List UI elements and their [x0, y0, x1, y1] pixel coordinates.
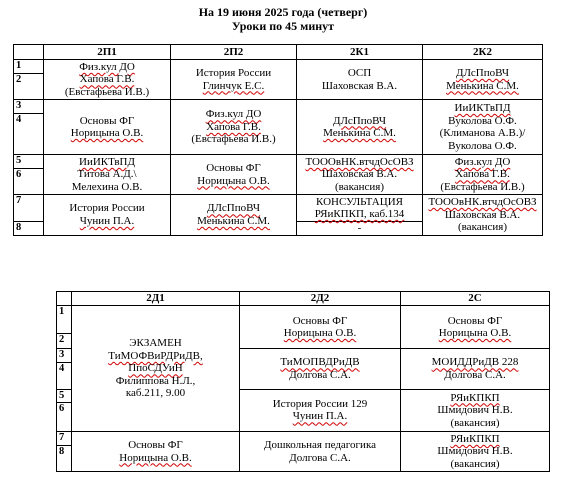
exam-title: ЭКЗАМЕН [129, 337, 182, 350]
teacher: Хапова Г.В. [206, 120, 261, 133]
lesson-cell [401, 349, 550, 390]
teacher: Долгова С.А. [289, 368, 351, 381]
lesson-cell [297, 195, 423, 222]
group-header: 2П2 [171, 45, 297, 60]
group-header: 2Д2 [240, 292, 401, 306]
lesson-number: 8 [57, 446, 72, 472]
teacher: Мелехина О.В. [71, 180, 143, 193]
teacher-substitute: (Евстафьева И.В.) [64, 85, 150, 98]
teacher: Вуколова О.Ф. [448, 114, 517, 127]
lesson-cell [240, 349, 401, 390]
teacher-substitute: (Евстафьева И.В.) [440, 180, 525, 193]
subject: История России 129 [272, 397, 368, 410]
teacher: Чунин П.А. [79, 214, 135, 227]
teacher: Вуколова О.Ф. [448, 139, 517, 152]
teacher: Норицына О.В. [438, 327, 512, 339]
subject: История России [69, 202, 145, 215]
lesson-number: 5 [14, 155, 44, 169]
subject: ИиИКТвПД [79, 155, 135, 168]
teacher: Норицына О.В. [197, 174, 270, 187]
lesson-number: 4 [57, 362, 72, 389]
subject: Физ.кул ДО [454, 155, 511, 168]
lesson-number: 7 [57, 432, 72, 446]
schedule-table-1 [13, 44, 543, 236]
exam-subject: ПпоСДУиН [128, 362, 183, 375]
lesson-cell [297, 155, 423, 195]
lesson-cell [44, 195, 171, 236]
teacher-substitute: (вакансия) [450, 457, 500, 470]
teacher: Шаховская В.А. [444, 208, 521, 221]
subject-room: РЯиКПКП, каб.134 [314, 208, 405, 220]
lesson-cell [240, 432, 401, 472]
empty-dash: - [357, 222, 362, 234]
lesson-number: 3 [57, 349, 72, 363]
group-header: 2К2 [423, 45, 543, 60]
page-subtitle: Уроки по 45 минут [231, 19, 335, 33]
lesson-number: 8 [14, 222, 44, 236]
lesson-cell [423, 155, 543, 195]
subject: ТОООвНК.втчдОсОВЗ [428, 196, 537, 208]
subject: ТОООвНК.втчдОсОВЗ [305, 155, 414, 168]
lesson-number: 1 [57, 306, 72, 334]
group-header: 2С [401, 292, 550, 306]
teacher: Шмидович Н.В. [437, 404, 513, 416]
teacher-substitute: (вакансия) [450, 416, 500, 429]
subject: ДЛсПпоВЧ [455, 67, 510, 79]
lesson-number: 2 [57, 334, 72, 349]
lesson-number: 4 [14, 114, 44, 155]
teacher: Менькина С.М. [197, 214, 270, 227]
subject: ТиМОПВДРиДВ [280, 356, 360, 369]
lesson-cell [423, 60, 543, 100]
lesson-cell [171, 100, 297, 155]
exam-subject: ТиМОФВиРДРиДВ, [108, 349, 203, 362]
page-title: На 19 июня 2025 года (четверг) [198, 5, 368, 19]
group-header: 2Д1 [72, 292, 240, 306]
subject: Основы ФГ [292, 314, 348, 327]
subject: ИиИКТвПД [454, 102, 511, 114]
teacher: Шаховская В.А. [321, 168, 398, 181]
subject: ОСП [347, 67, 372, 79]
teacher: Менькина С.М. [323, 127, 396, 139]
lesson-number: 5 [57, 389, 72, 403]
teacher: Филиппова Н.Л., [115, 374, 196, 387]
subject: РЯиКПКП [450, 391, 500, 404]
teacher: Шаховская В.А. [321, 79, 398, 92]
exam-room-time: каб.211, 9.00 [125, 387, 186, 400]
corner-cell [57, 292, 72, 306]
teacher: Долгова С.А. [444, 368, 506, 381]
subject: МОИДДРиДВ 228 [431, 356, 519, 369]
teacher-substitute: (вакансия) [334, 180, 385, 193]
teacher: Хапова Г.В. [79, 73, 135, 86]
lesson-number: 3 [14, 100, 44, 114]
subject: История России [195, 67, 272, 79]
lesson-cell [401, 389, 550, 432]
lesson-cell [423, 100, 543, 155]
group-header: 2К1 [297, 45, 423, 60]
lesson-number: 1 [14, 60, 44, 74]
lesson-cell [44, 100, 171, 155]
lesson-cell [44, 155, 171, 195]
subject: Физ.кул ДО [205, 108, 262, 121]
teacher: Менькина С.М. [446, 79, 519, 92]
lesson-cell [171, 155, 297, 195]
lesson-number: 6 [57, 403, 72, 432]
lesson-cell [297, 222, 423, 236]
lesson-cell [72, 432, 240, 472]
lesson-cell [171, 195, 297, 236]
teacher-substitute: (Климанова А.В.)/ [439, 127, 526, 139]
exam-cell [72, 306, 240, 432]
teacher: Глинчук Е.С. [202, 79, 265, 92]
subject: Дошкольная педагогика [264, 439, 376, 451]
subject: ДЛсПпоВЧ [206, 202, 261, 215]
teacher: Норицына О.В. [70, 127, 144, 139]
subject: РЯиКПКП [450, 432, 500, 445]
lesson-cell [171, 60, 297, 100]
teacher: Титова А.Д.\ [77, 168, 137, 181]
teacher: Норицына О.В. [119, 451, 192, 464]
teacher-substitute: (вакансия) [457, 221, 508, 233]
schedule-table-2 [56, 291, 550, 472]
corner-cell [14, 45, 44, 60]
teacher: Долгова С.А. [289, 451, 351, 464]
lesson-cell [401, 306, 550, 349]
lesson-cell [297, 60, 423, 100]
subject: Основы ФГ [206, 162, 261, 174]
group-header: 2П1 [44, 45, 171, 60]
teacher: Норицына О.В. [283, 327, 357, 339]
teacher: Чунин П.А. [292, 410, 348, 423]
teacher: Шмидович Н.В. [437, 445, 513, 458]
teacher: Хапова Г.В. [455, 168, 510, 181]
subject: Основы ФГ [447, 314, 503, 327]
lesson-cell [423, 195, 543, 236]
lesson-cell [44, 60, 171, 100]
subject: ДЛсПпоВЧ [332, 114, 387, 127]
subject: Основы ФГ [79, 114, 135, 127]
lesson-cell [240, 389, 401, 432]
lesson-cell [240, 306, 401, 349]
lesson-cell [297, 100, 423, 155]
subject: Основы ФГ [128, 439, 183, 451]
lesson-number: 7 [14, 195, 44, 222]
lesson-number: 6 [14, 169, 44, 195]
subject: Физ.кул ДО [79, 60, 135, 73]
subject: КОНСУЛЬТАЦИЯ [316, 195, 403, 208]
teacher-substitute: (Евстафьева И.В.) [191, 133, 276, 146]
lesson-cell [401, 432, 550, 472]
lesson-number: 2 [14, 74, 44, 100]
